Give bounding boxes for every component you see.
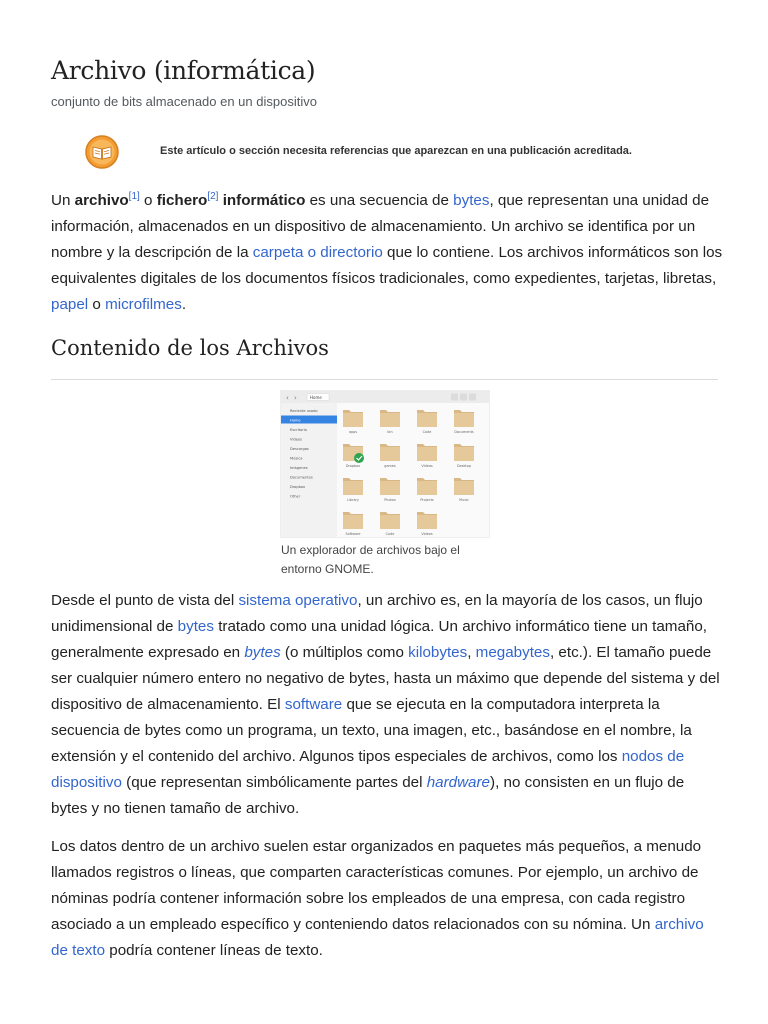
- link-archivo-de-texto[interactable]: archivo de texto: [51, 916, 704, 959]
- folder-label: Vídeos: [421, 464, 433, 468]
- folder-label: Dropbox: [345, 464, 361, 468]
- link-bytes[interactable]: bytes: [177, 618, 214, 635]
- text-run: Desde el punto de vista del: [51, 592, 239, 609]
- toolbar-button: [451, 394, 458, 401]
- sidebar-item: Reciente usado: [290, 409, 318, 413]
- text-run: que se ejecuta en la computadora interpreta la secuencia de bytes como un programa, un texto, una imagen, etc., basándose en el nombre, la extensión y el contenido del archivo. Algunos tipos especiales de archivos, como los: [51, 696, 692, 765]
- section-divider: [51, 379, 718, 380]
- folder-icon: [417, 413, 437, 427]
- sidebar-item: Home: [290, 418, 301, 423]
- link-nodos-de-dispositivo[interactable]: nodos de dispositivo: [51, 748, 685, 791]
- link-software[interactable]: software: [284, 696, 343, 713]
- folder-label: Software: [345, 532, 361, 536]
- reference-2[interactable]: [207, 191, 218, 202]
- sidebar-item: Other: [290, 494, 301, 499]
- folder-label: Music: [459, 498, 469, 502]
- sidebar-item: Documentos: [290, 475, 313, 480]
- text-run: que lo contiene. Los archivos informáticos son los equivalentes digitales de los documentos físicos tradicionales, como expedientes, tarjetas, libretas,: [51, 244, 723, 287]
- folder-label: bin: [387, 430, 393, 434]
- toolbar-button: [460, 394, 467, 401]
- sidebar-item: Descargas: [290, 447, 309, 451]
- sidebar-item: Imágenes: [290, 466, 308, 470]
- file-explorer-screenshot[interactable]: [281, 391, 489, 537]
- reference-1-link[interactable]: [1]: [128, 190, 140, 202]
- link-megabytes[interactable]: megabytes: [475, 644, 550, 661]
- figure-caption: Un explorador de archivos bajo el entorno GNOME.: [281, 543, 460, 576]
- references-notice: Este artículo o sección necesita referencias que aparezcan en una publicación acreditada.: [160, 145, 632, 157]
- folder-icon: [454, 481, 474, 495]
- link-bytes[interactable]: bytes: [453, 192, 490, 209]
- link-hardware[interactable]: hardware: [426, 774, 491, 791]
- link-microfilmes[interactable]: microfilmes: [105, 296, 182, 313]
- sync-check-icon: [354, 453, 364, 463]
- sidebar-item: Dropbox: [290, 485, 306, 489]
- text-run: tratado como una unidad lógica. Un archivo informático tiene un tamaño, generalmente expresado en: [51, 618, 708, 661]
- folder-label: Projects: [420, 498, 434, 502]
- term-informatico: informático: [222, 192, 306, 209]
- folder-label: Documents: [454, 430, 474, 434]
- text-run: o: [139, 192, 157, 209]
- nav-arrow-icon: ‹: [286, 394, 289, 402]
- link-sistema-operativo[interactable]: sistema operativo: [238, 592, 358, 609]
- folder-icon: [380, 481, 400, 495]
- term-archivo: archivo: [74, 192, 129, 209]
- text-run: es una secuencia de: [305, 192, 454, 209]
- folder-label: apps: [348, 430, 358, 434]
- path-bar-label: Home: [310, 395, 322, 400]
- text-run: ), no consisten en un flujo de bytes y no tienen tamaño de archivo.: [51, 774, 685, 817]
- folder-icon: [343, 481, 363, 495]
- intro-paragraph: [51, 188, 723, 318]
- open-book-icon: [84, 134, 120, 170]
- paragraph-os: [51, 588, 723, 822]
- text-run: , etc.). El tamaño puede ser cualquier número entero no negativo de bytes, hasta un máximo que depende del sistema y del dispositivo de almacenamiento. El: [51, 644, 720, 713]
- sidebar-item: Escritorio: [290, 428, 307, 432]
- text-run: ,: [467, 644, 476, 661]
- text-run: , un archivo es, en la mayoría de los casos, un flujo unidimensional de: [51, 592, 703, 635]
- page-subtitle: conjunto de bits almacenado en un dispositivo: [51, 94, 317, 109]
- folder-label: Videos: [421, 532, 433, 536]
- folder-icon: [343, 515, 363, 529]
- text-run: (o múltiplos como: [280, 644, 409, 661]
- folder-label: Photos: [384, 498, 396, 502]
- section-heading: Contenido de los Archivos: [51, 336, 329, 360]
- folder-label: Code: [385, 532, 395, 536]
- link-kilobytes[interactable]: kilobytes: [408, 644, 468, 661]
- text-run: , que representan una unidad de información, almacenados en un dispositivo de almacenamiento. Un archivo se identifica por un nombre y la descripción de la: [51, 192, 710, 261]
- folder-icon: [417, 515, 437, 529]
- toolbar-button: [469, 394, 476, 401]
- folder-icon: [380, 413, 400, 427]
- link-carpeta-directorio[interactable]: carpeta o directorio: [252, 244, 383, 261]
- folder-icon: [343, 413, 363, 427]
- folder-icon: [454, 413, 474, 427]
- folder-label: Library: [347, 498, 359, 502]
- page-title: Archivo (informática): [51, 56, 316, 85]
- nav-arrow-icon: ›: [294, 394, 297, 402]
- text-run: Un: [51, 192, 75, 209]
- folder-label: Desktop: [457, 464, 471, 468]
- folder-icon: [417, 481, 437, 495]
- reference-2-link[interactable]: [2]: [207, 190, 219, 202]
- sidebar-item: Música: [290, 456, 303, 461]
- term-fichero: fichero: [156, 192, 208, 209]
- folder-icon: [454, 447, 474, 461]
- folder-icon: [380, 515, 400, 529]
- toolbar-button: [478, 394, 485, 401]
- text-run: podría contener líneas de texto.: [105, 942, 323, 959]
- link-papel[interactable]: papel: [51, 296, 89, 313]
- text-run: (que representan simbólicamente partes del: [121, 774, 427, 791]
- sidebar-item: Vídeos: [290, 437, 303, 442]
- text-run: .: [181, 296, 187, 313]
- folder-label: Code: [422, 430, 432, 434]
- folder-icon: [380, 447, 400, 461]
- text-run: Los datos dentro de un archivo suelen estar organizados en paquetes más pequeños, a menudo llamados registros o líneas, que comparten características comunes. Por ejemplo, un archivo de nóminas podría contener información sobre los empleados de una empresa, con cada registro asociado a un empleado específico y conteniendo datos relacionados con su nómina. Un: [51, 838, 702, 933]
- reference-1[interactable]: [129, 191, 140, 202]
- text-run: o: [88, 296, 106, 313]
- folder-icon: [417, 447, 437, 461]
- folder-label: games: [384, 464, 396, 468]
- paragraph-records: [51, 834, 723, 964]
- link-bytes-italic[interactable]: bytes: [244, 644, 281, 661]
